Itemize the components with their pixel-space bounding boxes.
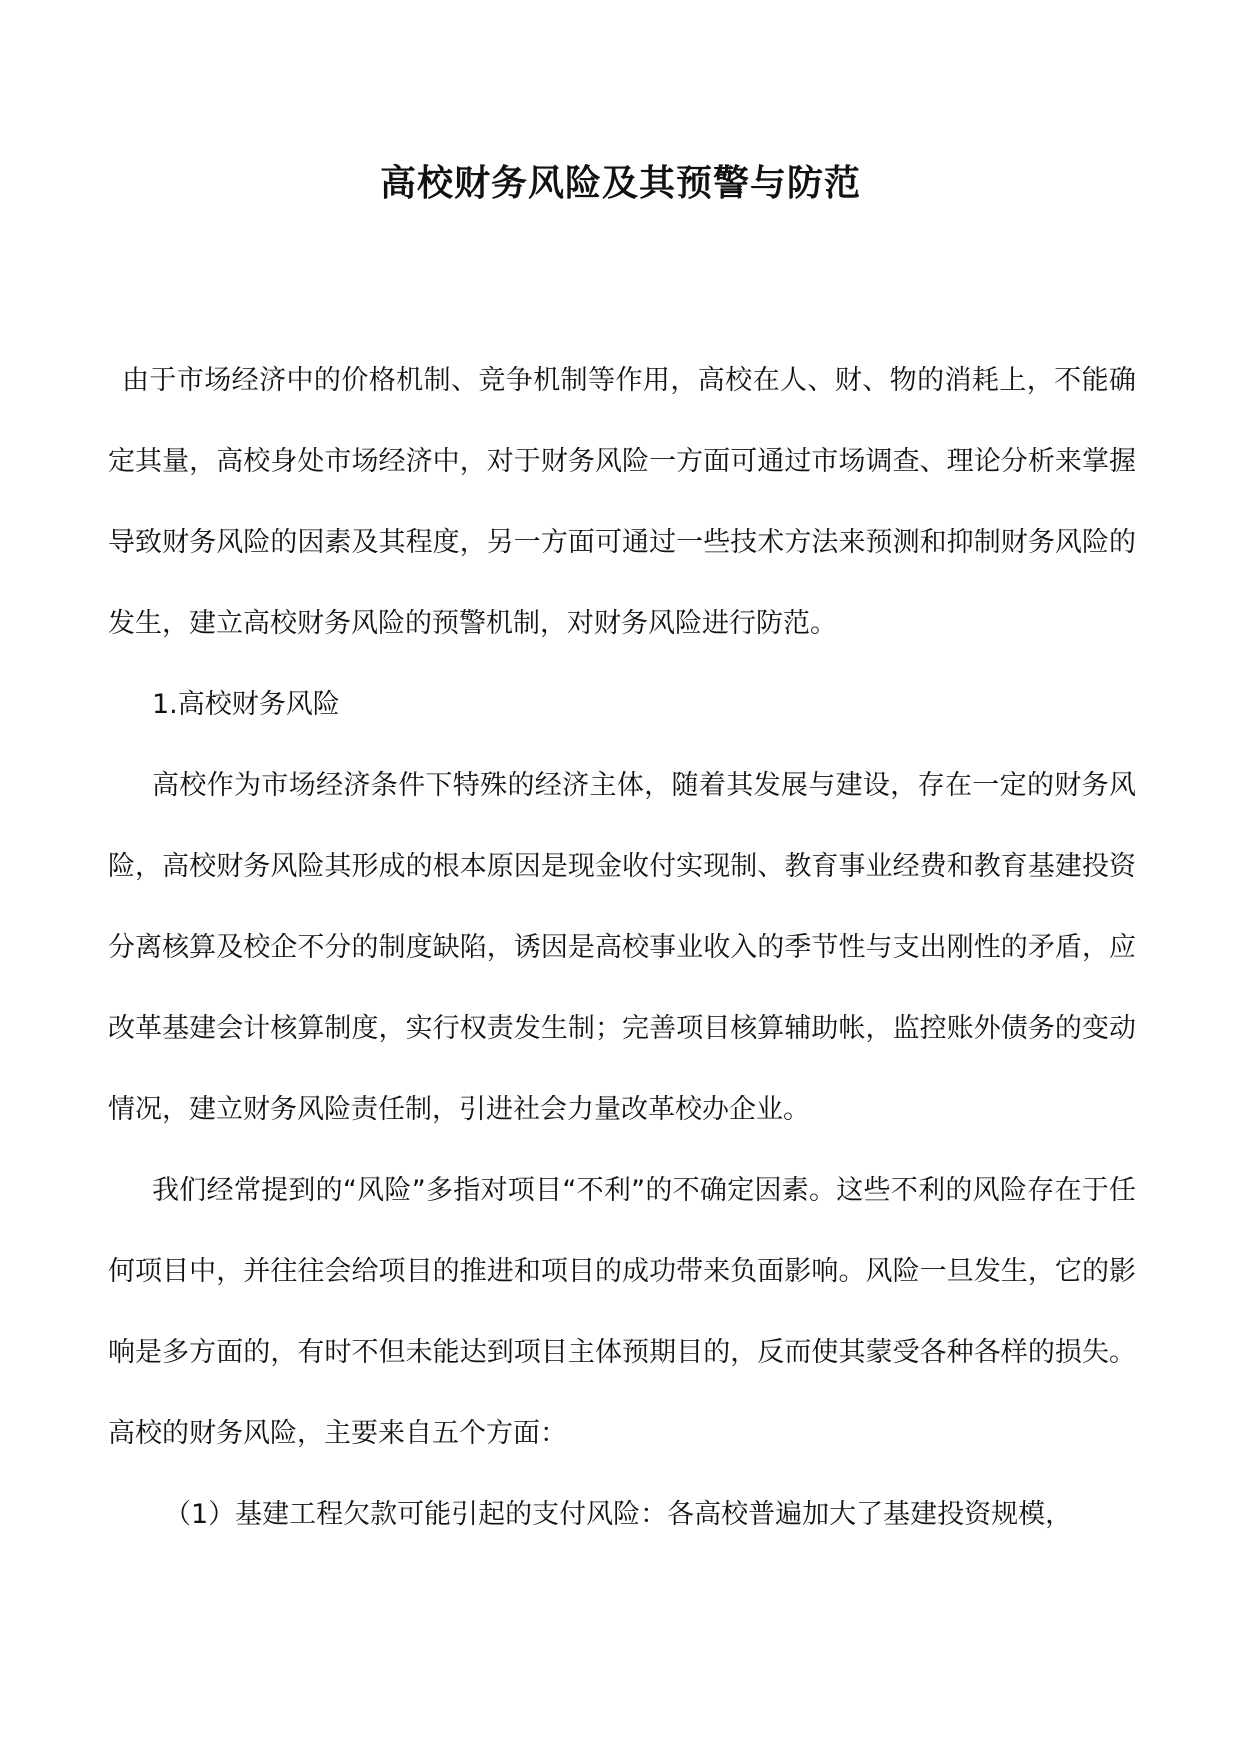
- document-title: 高校财务风险及其预警与防范: [379, 163, 861, 204]
- document-body: [108, 340, 1136, 1555]
- section-heading: 1.高校财务风险: [152, 689, 340, 720]
- paragraph-intro: 由于市场经济中的价格机制、竞争机制等作用，高校在人、财、物的消耗上，不能确定其量，高校身处市场经济中，对于财务风险一方面可通过市场调查、理论分析来掌握导致财务风险的因素及其程度，另一方面可通过一些技术方法来预测和抑制财务风险的发生，建立高校财务风险的预警机制，对财务风险进行防范。: [108, 365, 1136, 639]
- list-item-construction-debt: （1）基建工程欠款可能引起的支付风险：各高校普遍加大了基建投资规模，: [164, 1499, 1073, 1530]
- paragraph-risk-definition: 我们经常提到的“风险”多指对项目“不利”的不确定因素。这些不利的风险存在于任何项目中，并往往会给项目的推进和项目的成功带来负面影响。风险一旦发生，它的影响是多方面的，有时不但未能达到项目主体预期目的，反而使其蒙受各种各样的损失。高校的财务风险，主要来自五个方面：: [108, 1175, 1136, 1449]
- paragraph-financial-risk: 高校作为市场经济条件下特殊的经济主体，随着其发展与建设，存在一定的财务风险，高校财务风险其形成的根本原因是现金收付实现制、教育事业经费和教育基建投资分离核算及校企不分的制度缺陷，诱因是高校事业收入的季节性与支出刚性的矛盾，应改革基建会计核算制度，实行权责发生制；完善项目核算辅助帐，监控账外债务的变动情况，建立财务风险责任制，引进社会力量改革校办企业。: [108, 770, 1136, 1125]
